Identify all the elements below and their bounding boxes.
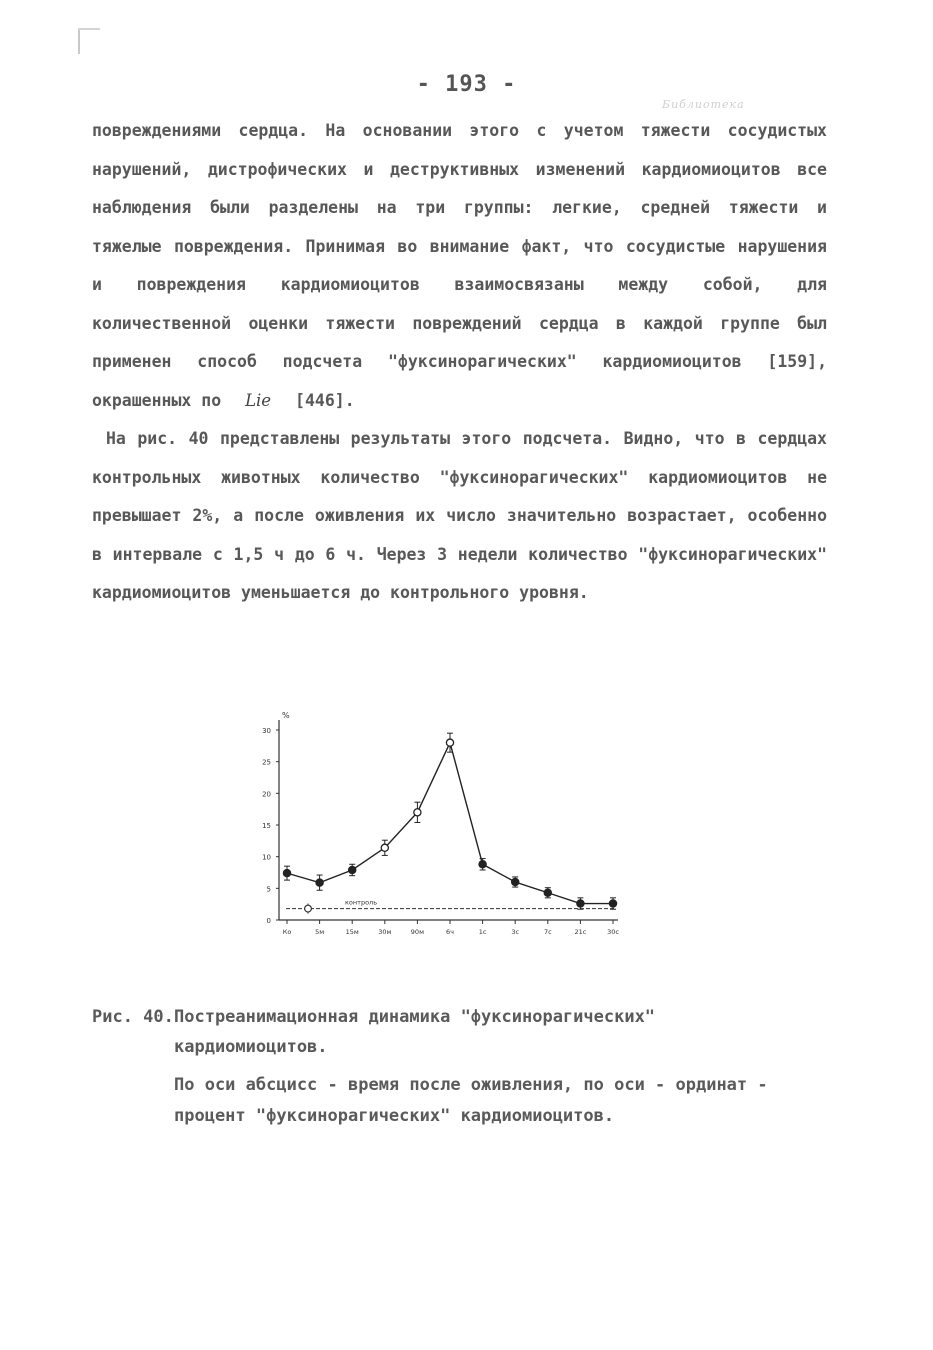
x-tick-label: 5м	[315, 928, 325, 936]
data-point	[283, 870, 290, 877]
y-tick-label: 5	[266, 885, 271, 894]
data-point	[381, 844, 388, 851]
data-point	[609, 900, 616, 907]
paragraph-1	[92, 112, 827, 420]
chart-control-line	[286, 899, 614, 914]
handwritten-author-name: Lie	[245, 390, 272, 410]
y-tick-label: 0	[266, 917, 271, 925]
x-tick-label: 15м	[345, 928, 359, 936]
reference-446: [446]	[295, 390, 345, 410]
data-point	[446, 739, 453, 746]
control-point	[305, 905, 312, 912]
y-tick-label: 30	[262, 727, 271, 735]
data-point	[544, 889, 551, 896]
paragraph-1-end: .	[344, 390, 355, 410]
paragraph-1-mid: , окрашенных по	[92, 352, 827, 410]
figure-title: Постреанимационная динамика "фуксинорагических" кардиомиоцитов.	[174, 1007, 656, 1057]
x-tick-label: Ко	[282, 928, 292, 936]
y-tick-label: 15	[262, 822, 271, 830]
data-point	[577, 900, 584, 907]
x-tick-label: 7с	[543, 928, 552, 936]
x-tick-label: 21с	[574, 928, 587, 936]
y-tick-label: 25	[262, 758, 271, 767]
x-tick-label: 30с	[607, 928, 619, 936]
data-point	[349, 866, 356, 873]
figure-40-chart	[250, 704, 630, 944]
data-point	[512, 878, 519, 885]
data-point	[479, 861, 486, 868]
x-tick-label: 1с	[478, 928, 487, 936]
series-line	[287, 743, 613, 904]
reference-159: [159]	[767, 352, 818, 371]
figure-axis-note: По оси абсцисс - время после оживления, по оси - ординат - процент "фуксинорагических" кардиомиоцитов.	[174, 1075, 768, 1126]
x-tick-label: 90м	[410, 928, 424, 936]
paragraph-1-text: повреждениями сердца. На основании этого с учетом тяжести сосудистых нарушений, дистрофических и деструктивных изменений кардиомиоцитов все наблюдения были разделены на три группы: легкие, средней тяжести и тяжелые повреждения. Принимая во внимание факт, что сосудистые нарушения и повреждения кардиомиоцитов взаимосвязаны между собой, для количественной оценки тяжести повреждений сердца в каждой группе был применен способ подсчета "фуксинорагических" кардиомиоцитов	[92, 121, 827, 371]
paragraph-2: На рис. 40 представлены результаты этого подсчета. Видно, что в сердцах контрольных животных количество "фуксинорагических" кардиомиоцитов не превышает 2%, а после оживления их число значительно возрастает, особенно в интервале с 1,5 ч до 6 ч. Через 3 недели количество "фуксинорагических" кардиомиоцитов уменьшается до контрольного уровня.	[92, 429, 827, 602]
control-label: контроль	[345, 898, 378, 907]
body-text	[92, 112, 827, 613]
y-tick-label: 10	[262, 853, 271, 862]
data-point	[414, 809, 421, 816]
data-point	[316, 879, 323, 886]
chart-ticks	[262, 727, 619, 936]
chart-series	[283, 733, 616, 909]
x-tick-label: 3с	[511, 928, 520, 936]
x-tick-label: 6ч	[446, 928, 454, 936]
page-number: - 193 -	[416, 72, 517, 97]
scan-corner-mark	[78, 28, 80, 54]
library-stamp: Библиотека	[662, 98, 745, 111]
y-tick-label: 20	[262, 790, 271, 799]
figure-label: Рис. 40.	[92, 1007, 174, 1027]
x-tick-label: 30м	[378, 928, 392, 936]
y-axis-label: %	[282, 711, 290, 720]
chart-svg	[250, 704, 630, 944]
